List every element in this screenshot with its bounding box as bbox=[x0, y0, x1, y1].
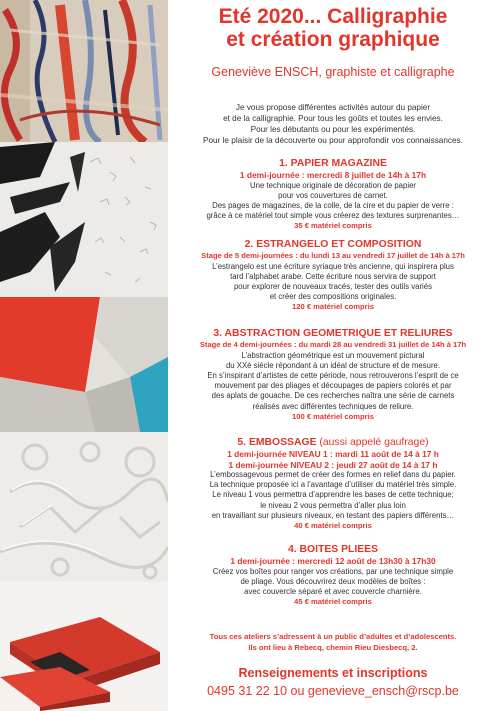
section-papier-magazine bbox=[172, 157, 494, 232]
body-line: Le niveau 1 vous permettra d’apprendre les bases de cette technique; bbox=[212, 490, 454, 500]
section-body bbox=[172, 262, 494, 303]
section-schedule: 1 demi-journée : mercredi 12 août de 13h30 à 17h30 bbox=[230, 556, 436, 566]
text-column bbox=[172, 0, 494, 711]
body-line: du XXè siècle répondant à un idéal de structure et de mesure. bbox=[225, 360, 441, 370]
footer-info bbox=[172, 632, 494, 653]
photo-folded-boxes bbox=[0, 582, 168, 711]
section-price: 45 € matériel compris bbox=[294, 597, 372, 607]
section-heading: 1. PAPIER MAGAZINE bbox=[279, 158, 387, 169]
body-line: Des pages de magazines, de la colle, de la cire et du papier de verre : bbox=[212, 200, 454, 210]
body-line: mouvement par des pliages et découpages de papiers colorés et par bbox=[214, 381, 452, 391]
body-line: en travaillant sur plusieurs niveaux, en testant des papiers différents… bbox=[211, 510, 455, 520]
section-schedule: Stage de 4 demi-journées : du mardi 28 au vendredi 31 juillet de 14h à 17h bbox=[199, 340, 467, 349]
section-heading-extra: (aussi appelé gaufrage) bbox=[316, 437, 429, 448]
section-body bbox=[172, 351, 494, 412]
section-schedule: 1 demi-journée : mercredi 8 juillet de 14h à 17h bbox=[239, 170, 427, 180]
section-body bbox=[172, 181, 494, 222]
photo-calligraphy-colorful bbox=[0, 0, 168, 142]
section-heading: 3. ABSTRACTION GEOMETRIQUE ET RELIURES bbox=[213, 328, 453, 339]
body-line: L’embossagevous permet de créer des formes en relief dans du papier. bbox=[210, 470, 456, 479]
body-line: Une technique originale de décoration de papier bbox=[249, 180, 417, 190]
body-line: grâce à ce matériel tout simple vous créerez des textures surprenantes… bbox=[206, 211, 460, 221]
body-line: tard l’alphabet arabe. Cette écriture nous servira de support bbox=[230, 271, 436, 281]
body-line: En s’inspirant d’artistes de cette période, nous retrouverons l’esprit de ce bbox=[207, 370, 459, 380]
intro-text bbox=[172, 102, 494, 146]
section-price: 100 € matériel compris bbox=[292, 411, 374, 421]
section-boites-pliees bbox=[172, 543, 494, 608]
page-subtitle: Geneviève ENSCH, graphiste et calligraphe bbox=[211, 65, 455, 79]
section-heading: 4. BOITES PLIEES bbox=[287, 544, 379, 555]
section-price: 40 € matériel compris bbox=[294, 521, 372, 531]
body-line: de pliage. Vous découvrirez deux modèles de boîtes : bbox=[240, 576, 426, 586]
body-line: des aplats de gouache. De ces recherches naîtra une série de carnets bbox=[211, 391, 455, 401]
intro-line: et de la calligraphie. Pour tous les goûts et toutes les envies. bbox=[223, 114, 443, 123]
body-line: Créez vos boîtes pour ranger vos créations, par une technique simple bbox=[212, 566, 454, 576]
body-line: avec couvercle séparé et avec couvercle charnière. bbox=[244, 586, 422, 596]
body-line: pour explorer de nouveaux tracés, tester des outils variés bbox=[233, 281, 433, 291]
intro-line: Pour le plaisir de la découverte ou pour approfondir vos connaissances. bbox=[203, 136, 463, 145]
section-schedule: 1 demi-journée NIVEAU 1 : mardi 11 août de 14 à 17 h bbox=[227, 449, 439, 459]
section-heading-main: 5. EMBOSSAGE bbox=[237, 437, 317, 448]
photo-embossing bbox=[0, 432, 168, 582]
section-schedule: Stage de 5 demi-journées : du lundi 13 au vendredi 17 juillet de 14h à 17h bbox=[201, 251, 465, 260]
section-schedule: 1 demi-journée NIVEAU 2 : jeudi 27 août de 14 à 17 h bbox=[228, 459, 438, 470]
section-embossage bbox=[172, 436, 494, 532]
section-price: 35 € matériel compris bbox=[294, 221, 372, 231]
section-estrangelo bbox=[172, 238, 494, 313]
body-line: pour vos couvertures de carnet. bbox=[278, 190, 388, 200]
body-line: L’estrangelo est une écriture syriaque très ancienne, qui inspirera plus bbox=[212, 261, 454, 271]
photo-calligraphy-black bbox=[0, 142, 168, 297]
section-heading: 2. ESTRANGELO ET COMPOSITION bbox=[244, 239, 422, 250]
body-line: et créer des compositions originales. bbox=[269, 292, 397, 302]
body-line: La technique proposée ici a l’avantage d’utiliser du matériel très simple. bbox=[209, 480, 457, 490]
body-line: le niveau 2 vous permettra d’aller plus loin bbox=[260, 500, 406, 510]
section-heading bbox=[172, 436, 494, 449]
footer-line: Tous ces ateliers s’adressent à un public d’adultes et d’adolescents. bbox=[209, 632, 457, 641]
footer-line: Ils ont lieu à Rebecq, chemin Rieu Diesbecq, 2. bbox=[248, 642, 418, 652]
intro-line: Pour les débutants ou pour les expérimentés. bbox=[250, 125, 416, 134]
section-abstraction bbox=[172, 327, 494, 422]
contact-heading: Renseignements et inscriptions bbox=[238, 666, 428, 680]
section-price: 120 € matériel compris bbox=[292, 302, 374, 312]
section-body bbox=[172, 470, 494, 521]
body-line: réalisés avec différentes techniques de reliure. bbox=[252, 401, 414, 411]
page-title-line-1: Eté 2020... Calligraphie bbox=[218, 5, 448, 28]
intro-line: Je vous propose différentes activités autour du papier bbox=[235, 103, 431, 112]
photo-geometric-abstraction bbox=[0, 297, 168, 432]
section-body bbox=[172, 567, 494, 598]
photo-column bbox=[0, 0, 168, 711]
body-line: L’abstraction géométrique est un mouvement pictural bbox=[241, 350, 425, 360]
page-title-line-2: et création graphique bbox=[226, 28, 440, 51]
contact-line[interactable]: 0495 31 22 10 ou genevieve_ensch@rscp.be bbox=[207, 684, 459, 698]
